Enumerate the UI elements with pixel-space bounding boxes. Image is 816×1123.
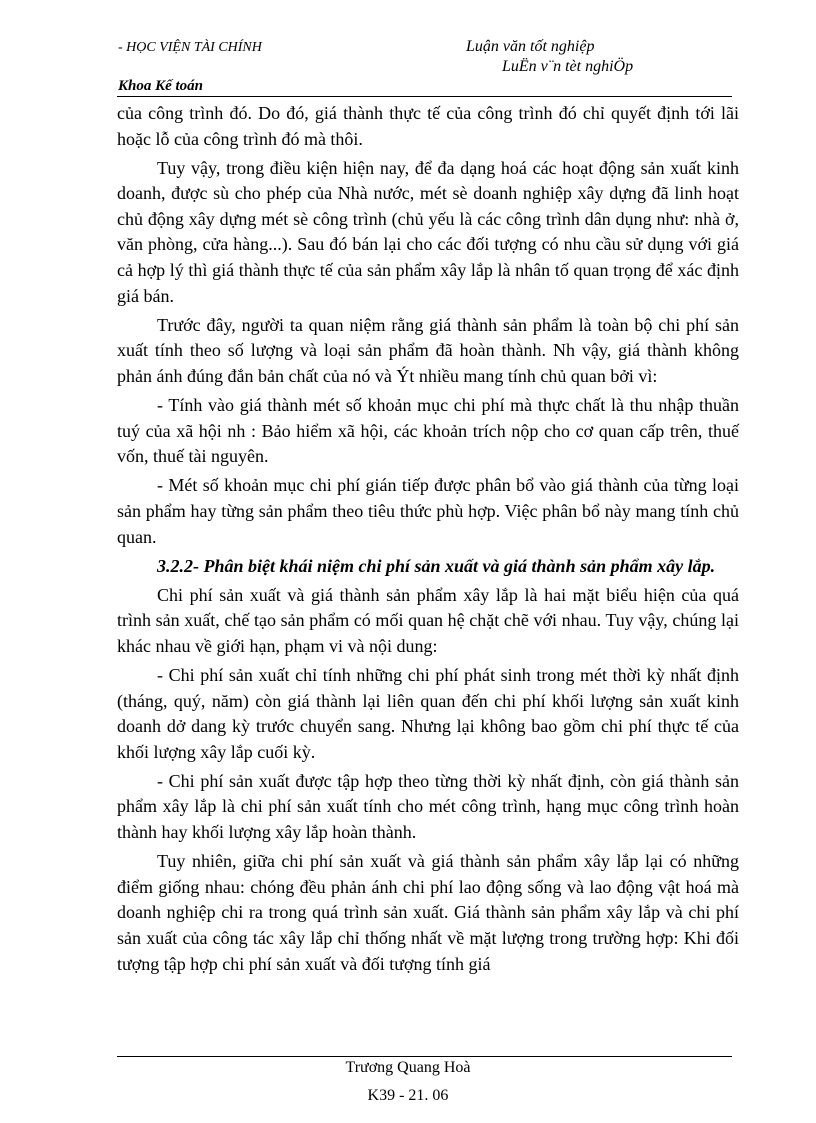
footer-divider <box>117 1056 732 1057</box>
paragraph-4: - Tính vào giá thành mét số khoản mục chi phí mà thực chất là thu nhập thuần tuý của xã hội nh : Bảo hiểm xã hội, các khoản trích nộp cho cơ quan cấp trên, thuế vốn, thuế tài nguyên. <box>117 395 739 467</box>
paragraph-7: - Chi phí sản xuất chỉ tính những chi phí phát sinh trong mét thời kỳ nhất định (tháng, quý, năm) còn giá thành lại liên quan đến chi phí khối lượng sản xuất kinh doanh dở dang kỳ trước chuyển sang. Nhưng lại không bao gồm chi phí thực tế của khối lượng xây lắp cuối kỳ. <box>117 664 739 762</box>
paragraph-2: Tuy vậy, trong điều kiện hiện nay, để đa dạng hoá các hoạt động sản xuất kinh doanh, được sù cho phép của Nhà nước, mét sè doanh nghiệp xây dựng đã linh hoạt chủ động xây dựng mét sè công trình (chủ yếu là các công trình dân dụng như: nhà ở, văn phòng, cửa hàng...). Sau đó bán lại cho các đối tượng có nhu cầu sử dụng với giá cả hợp lý thì giá thành thực tế của sản phẩm xây lắp là nhân tố quan trọng để xác định giá bán. <box>117 157 739 306</box>
paragraph-3: Trước đây, người ta quan niệm rằng giá thành sản phẩm là toàn bộ chi phí sản xuất tính theo số lượng và loại sản phẩm đã hoàn thành. Nh vậy, giá thành không phản ánh đúng đắn bản chất của nó và Ýt nhiều mang tính chủ quan bởi vì: <box>117 314 739 386</box>
section-heading: 3.2.2- Phân biệt khái niệm chi phí sản xuất và giá thành sản phẩm xây lắp. <box>157 555 716 576</box>
paragraph-9: Tuy nhiên, giữa chi phí sản xuất và giá thành sản phẩm xây lắp lại có những điểm giống nhau: chóng đều phản ánh chi phí lao động sống và lao động vật hoá mà doanh nghiệp chi ra trong quá trình sản xuất. Giá thành sản phẩm xây lắp và chi phí sản xuất của công tác xây lắp chỉ thống nhất về mặt lượng trong trường hợp: Khi đối tượng tập hợp chi phí sản xuất và đối tượng tính giá <box>117 851 739 974</box>
header-institution: - HỌC VIỆN TÀI CHÍNH <box>118 40 262 55</box>
header-thesis-title-alt: LuËn v¨n tèt nghiÖp <box>502 58 634 75</box>
paragraph-1: của công trình đó. Do đó, giá thành thực tế của công trình đó chỉ quyết định tới lãi hoặc lỗ của công trình đó mà thôi. <box>117 103 739 149</box>
paragraph-5: - Mét số khoản mục chi phí gián tiếp được phân bổ vào giá thành của từng loại sản phẩm hay từng sản phẩm theo tiêu thức phù hợp. Việc phân bổ này mang tính chủ quan. <box>117 475 739 547</box>
footer-author: Trương Quang Hoà <box>345 1059 471 1076</box>
header-thesis-title: Luận văn tốt nghiệp <box>466 38 595 55</box>
footer-class-code: K39 - 21. 06 <box>367 1087 449 1104</box>
paragraph-8: - Chi phí sản xuất được tập hợp theo từng thời kỳ nhất định, còn giá thành sản phẩm xây lắp là chi phí sản xuất tính cho mét công trình, hạng mục công trình hoàn thành hay khối lượng xây lắp hoàn thành. <box>117 770 739 843</box>
document-body <box>117 101 739 981</box>
header-divider <box>117 96 732 97</box>
paragraph-6: Chi phí sản xuất và giá thành sản phẩm xây lắp là hai mặt biểu hiện của quá trình sản xuất, chế tạo sản phẩm có mối quan hệ chặt chẽ với nhau. Tuy vậy, chúng lại khác nhau về giới hạn, phạm vi và nội dung: <box>117 584 739 656</box>
header-department: Khoa Kế toán <box>118 78 204 94</box>
